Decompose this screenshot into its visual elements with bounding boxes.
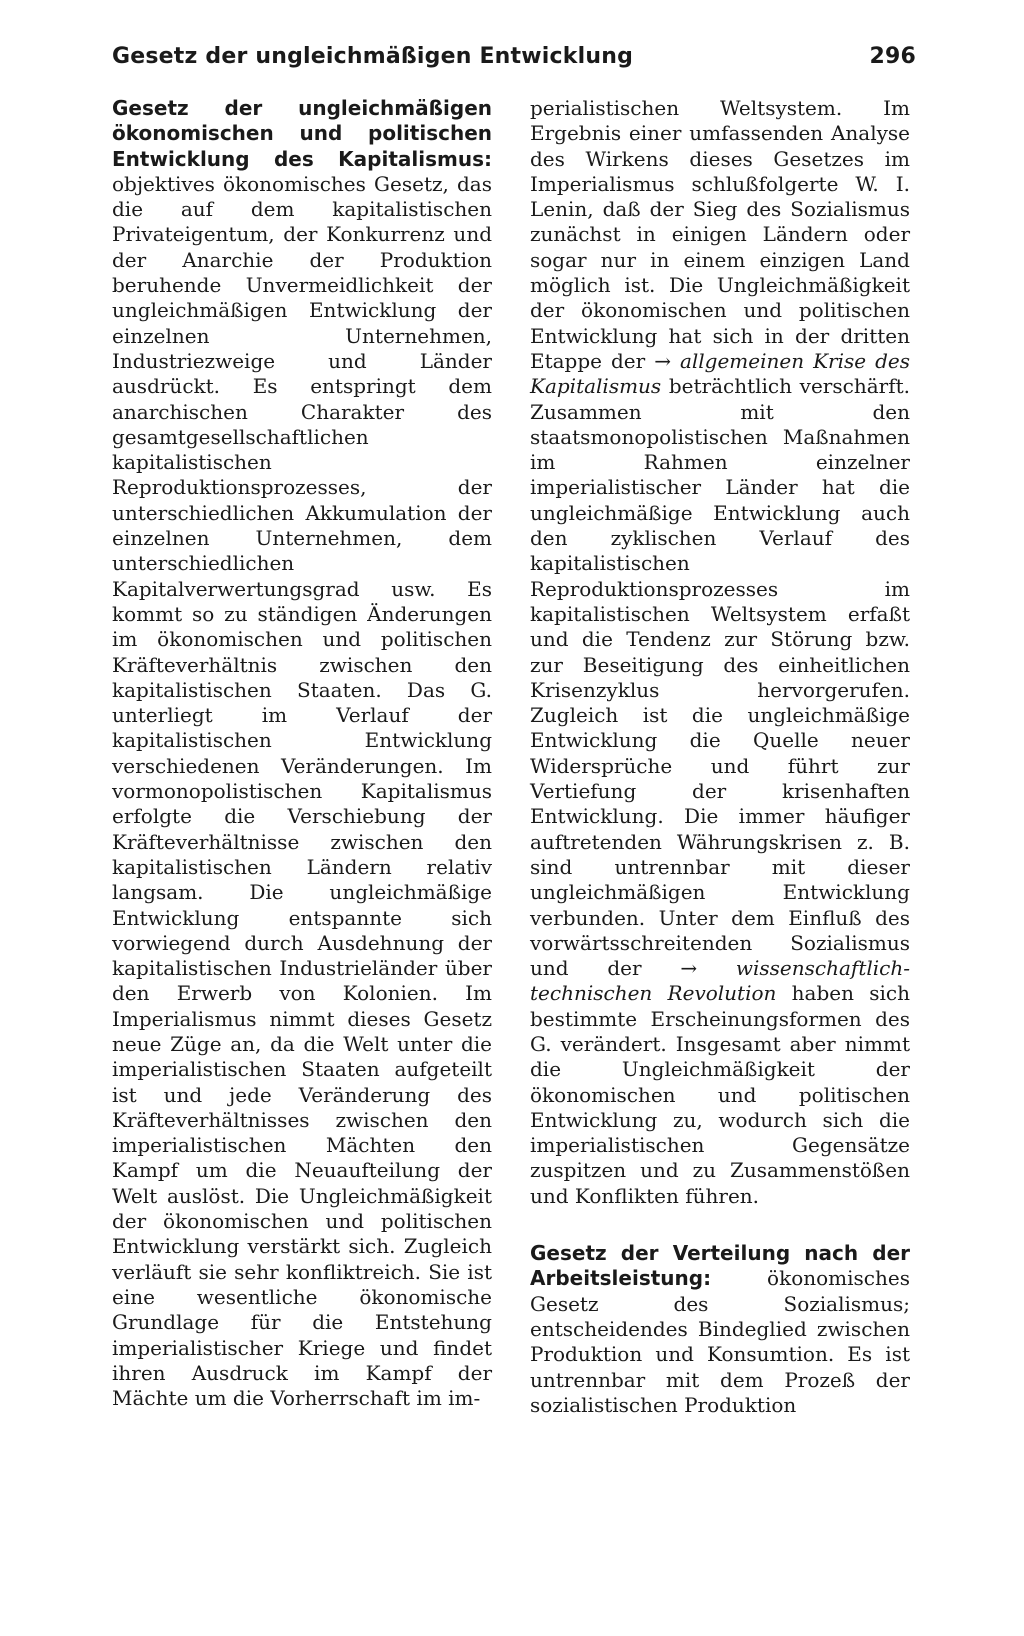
header-title: Gesetz der ungleichmäßigen Entwicklung (112, 44, 634, 69)
entry-term: Gesetz der ungleichmäßigen ökonomischen und politischen Entwicklung des Kapitalismus: (112, 96, 492, 171)
dictionary-entry (112, 96, 492, 1411)
continuation-text-2: beträchtlich verschärft. Zusammen mit den staatsmonopolistischen Maßnahmen im Rahmen einzelner imperialistischer Länder hat die ungleichmäßige Entwicklung auch den zyklischen Verlauf des kapitalistischen Reproduktionsprozesses im kapitalistischen Weltsystem erfaßt und die Tendenz zur Störung bzw. zur Beseitigung des einheitlichen Krisenzyklus hervorgerufen. Zugleich ist die ungleichmäßige Entwicklung die Quelle neuer Widersprüche und führt zur Vertiefung der krisenhaften Entwicklung. Die immer häufiger auftretenden Währungskrisen z. B. sind untrennbar mit dieser ungleichmäßigen Entwicklung verbunden. Unter dem Einfluß des vorwärtsschreitenden Sozialismus und der (530, 374, 910, 981)
dictionary-entry (530, 1241, 910, 1418)
cross-reference: → wissenschaftlich-technischen Revolution (530, 956, 910, 1006)
running-header (112, 44, 916, 84)
continuation-text-1: perialistischen Weltsystem. Im Ergebnis einer umfassenden Analyse des Wirkens dieses Gesetzes im Imperialismus schlußfolgerte W. I. Lenin, daß der Sieg des Sozialismus zunächst in einigen Ländern oder sogar nur in einem einzigen Land möglich ist. Die Ungleichmäßigkeit der ökonomischen und politischen Entwicklung hat sich in der dritten Etappe der (530, 96, 910, 373)
entry-continuation (530, 96, 910, 1209)
entry-text: ökonomisches Gesetz des Sozialismus; entscheidendes Bindeglied zwischen Produktion und Konsumtion. Es ist untrennbar mit dem Prozeß der sozialistischen Produktion (530, 1266, 910, 1417)
left-column (112, 96, 492, 1411)
entry-term: Gesetz der Verteilung nach der Arbeitsleistung: (530, 1241, 910, 1291)
right-column (530, 96, 910, 1418)
page-number: 296 (869, 44, 916, 69)
entry-text: objektives ökonomisches Gesetz, das die auf dem kapitalistischen Privateigentum, der Konkurrenz und der Anarchie der Produktion beruhende Unvermeidlichkeit der ungleichmäßigen Entwicklung der einzelnen Unternehmen, Industriezweige und Länder ausdrückt. Es entspringt dem anarchischen Charakter des gesamtgesellschaftlichen kapitalistischen Reproduktionsprozesses, der unterschiedlichen Akkumulation der einzelnen Unternehmen, dem unterschiedlichen Kapitalverwertungsgrad usw. Es kommt so zu ständigen Änderungen im ökonomischen und politischen Kräfteverhältnis zwischen den kapitalistischen Staaten. Das G. unterliegt im Verlauf der kapitalistischen Entwicklung verschiedenen Veränderungen. Im vormonopolistischen Kapitalismus erfolgte die Verschiebung der Kräfteverhältnisse zwischen den kapitalistischen Ländern relativ langsam. Die ungleichmäßige Entwicklung entspannte sich vorwiegend durch Ausdehnung der kapitalistischen Industrieländer über den Erwerb von Kolonien. Im Imperialismus nimmt dieses Gesetz neue Züge an, da die Welt unter die imperialistischen Staaten aufgeteilt ist und jede Veränderung des Kräfteverhältnisses zwischen den imperialistischen Mächten den Kampf um die Neuaufteilung der Welt auslöst. Die Ungleichmäßigkeit der ökonomischen und politischen Entwicklung verstärkt sich. Zugleich verläuft sie sehr konfliktreich. Sie ist eine wesentliche ökonomische Grundlage für die Entstehung imperialistischer Kriege und findet ihren Ausdruck im Kampf der Mächte um die Vorherrschaft im im- (112, 171, 492, 1411)
cross-reference: → allgemeinen Krise des Kapitalismus (530, 348, 910, 399)
continuation-text-3: haben sich bestimmte Erscheinungsformen des G. verändert. Insgesamt aber nimmt die Ungleichmäßigkeit der ökonomischen und politischen Entwicklung zu, wodurch sich die imperialistischen Gegensätze zuspitzen und zu Zusammenstößen und Konflikten führen. (530, 981, 910, 1208)
